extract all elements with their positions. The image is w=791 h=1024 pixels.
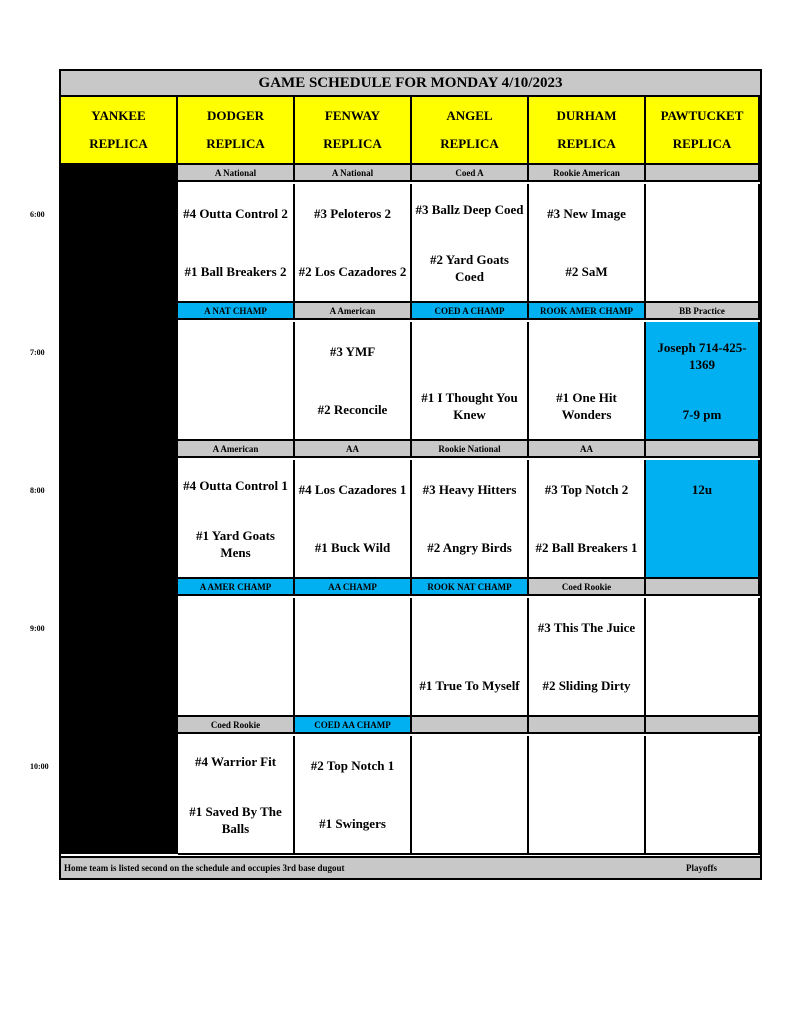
division-label: A National (295, 165, 412, 182)
away-team: #3 Peloteros 2 (313, 205, 392, 221)
away-team: #4 Los Cazadores 1 (298, 481, 407, 497)
away-team: Joseph 714-425-1369 (657, 339, 747, 372)
division-label: BB Practice (646, 303, 760, 320)
division-label (412, 717, 529, 734)
division-label: A National (178, 165, 295, 182)
away-team: #3 Heavy Hitters (422, 481, 517, 497)
field-subtitle: REPLICA (89, 136, 148, 151)
home-team: #2 Angry Birds (427, 540, 512, 556)
division-label: COED A CHAMP (412, 303, 529, 320)
game-slot (412, 460, 529, 579)
division-label: A American (295, 303, 412, 320)
game-slot (646, 736, 760, 855)
field-subtitle: REPLICA (672, 136, 732, 151)
game-slot (529, 598, 646, 717)
game-slot (295, 736, 412, 855)
home-team: #2 Sliding Dirty (542, 678, 631, 694)
footer-playoffs: Playoffs (686, 863, 717, 873)
home-team: #1 Saved By The Balls (189, 803, 282, 836)
field-header-yankee (61, 97, 178, 165)
game-slot (412, 322, 529, 441)
division-label (529, 717, 646, 734)
field-header-durham (529, 97, 646, 165)
field-name: FENWAY (324, 108, 381, 123)
field-name: PAWTUCKET (660, 108, 744, 123)
field-header-dodger (178, 97, 295, 165)
unused-field-column (61, 165, 178, 854)
game-slot (178, 322, 295, 441)
home-team: #2 Reconcile (317, 402, 388, 418)
field-name: DODGER (206, 108, 265, 123)
division-label: ROOK AMER CHAMP (529, 303, 646, 320)
away-team: #4 Warrior Fit (194, 753, 277, 769)
game-slot (295, 598, 412, 717)
home-team: #1 Swingers (319, 816, 386, 832)
field-subtitle: REPLICA (206, 136, 265, 151)
field-header-fenway (295, 97, 412, 165)
game-slot (646, 322, 760, 441)
division-label: COED AA CHAMP (295, 717, 412, 734)
game-slot (646, 598, 760, 717)
field-name: ANGEL (446, 108, 493, 123)
away-team: #4 Outta Control 2 (183, 205, 288, 221)
field-header-angel (412, 97, 529, 165)
game-slot (412, 736, 529, 855)
home-team: #1 Yard Goats Mens (196, 527, 275, 560)
game-slot (178, 598, 295, 717)
home-team: 7-9 pm (682, 406, 722, 422)
division-label: AA CHAMP (295, 579, 412, 596)
division-label (646, 717, 760, 734)
division-label: AA (295, 441, 412, 458)
division-label: A NAT CHAMP (178, 303, 295, 320)
page-title: GAME SCHEDULE FOR MONDAY 4/10/2023 (61, 71, 760, 97)
time-label: 7:00 (30, 348, 45, 357)
division-label: ROOK NAT CHAMP (412, 579, 529, 596)
schedule-sheet (59, 69, 762, 880)
time-label: 6:00 (30, 210, 45, 219)
field-name: DURHAM (556, 108, 617, 123)
division-label: A AMER CHAMP (178, 579, 295, 596)
game-slot (529, 736, 646, 855)
away-team: #3 Top Notch 2 (544, 481, 629, 497)
away-team: #2 Top Notch 1 (310, 757, 395, 773)
division-label: A American (178, 441, 295, 458)
home-team: #1 True To Myself (419, 678, 520, 694)
home-team: #1 Buck Wild (314, 540, 391, 556)
time-label: 8:00 (30, 486, 45, 495)
away-team: #3 This The Juice (537, 619, 636, 635)
home-team: #1 I Thought You Knew (421, 389, 518, 422)
division-label: Coed Rookie (178, 717, 295, 734)
field-subtitle: REPLICA (440, 136, 499, 151)
away-team: 12u (691, 481, 713, 497)
game-slot (412, 184, 529, 303)
away-team: #3 Ballz Deep Coed (415, 201, 524, 217)
away-team: #4 Outta Control 1 (183, 477, 288, 493)
home-team: #1 Ball Breakers 2 (184, 264, 287, 280)
home-team: #1 One Hit Wonders (556, 389, 617, 422)
away-team: #3 YMF (329, 343, 376, 359)
game-slot (646, 184, 760, 303)
home-team: #2 Los Cazadores 2 (298, 264, 407, 280)
division-label (646, 579, 760, 596)
field-subtitle: REPLICA (557, 136, 616, 151)
game-slot (529, 184, 646, 303)
game-slot (529, 322, 646, 441)
division-label: AA (529, 441, 646, 458)
time-label: 9:00 (30, 624, 45, 633)
game-slot (646, 460, 760, 579)
game-slot (178, 184, 295, 303)
away-team: #3 New Image (547, 205, 626, 221)
game-slot (529, 460, 646, 579)
footer-bar (61, 856, 760, 878)
home-team: #2 Ball Breakers 1 (535, 540, 638, 556)
division-label: Coed A (412, 165, 529, 182)
division-label (646, 441, 760, 458)
field-name: YANKEE (91, 108, 146, 123)
division-label (646, 165, 760, 182)
division-label: Coed Rookie (529, 579, 646, 596)
game-slot (295, 184, 412, 303)
division-label: Rookie National (412, 441, 529, 458)
division-label: Rookie American (529, 165, 646, 182)
game-slot (178, 460, 295, 579)
game-slot (178, 736, 295, 855)
footer-note: Home team is listed second on the schedule and occupies 3rd base dugout (64, 863, 345, 873)
game-slot (295, 322, 412, 441)
home-team: #2 Yard Goats Coed (430, 251, 509, 284)
field-subtitle: REPLICA (323, 136, 382, 151)
time-label: 10:00 (30, 762, 49, 771)
game-slot (295, 460, 412, 579)
game-slot (412, 598, 529, 717)
field-header-pawtucket (646, 97, 760, 165)
home-team: #2 SaM (565, 264, 608, 280)
